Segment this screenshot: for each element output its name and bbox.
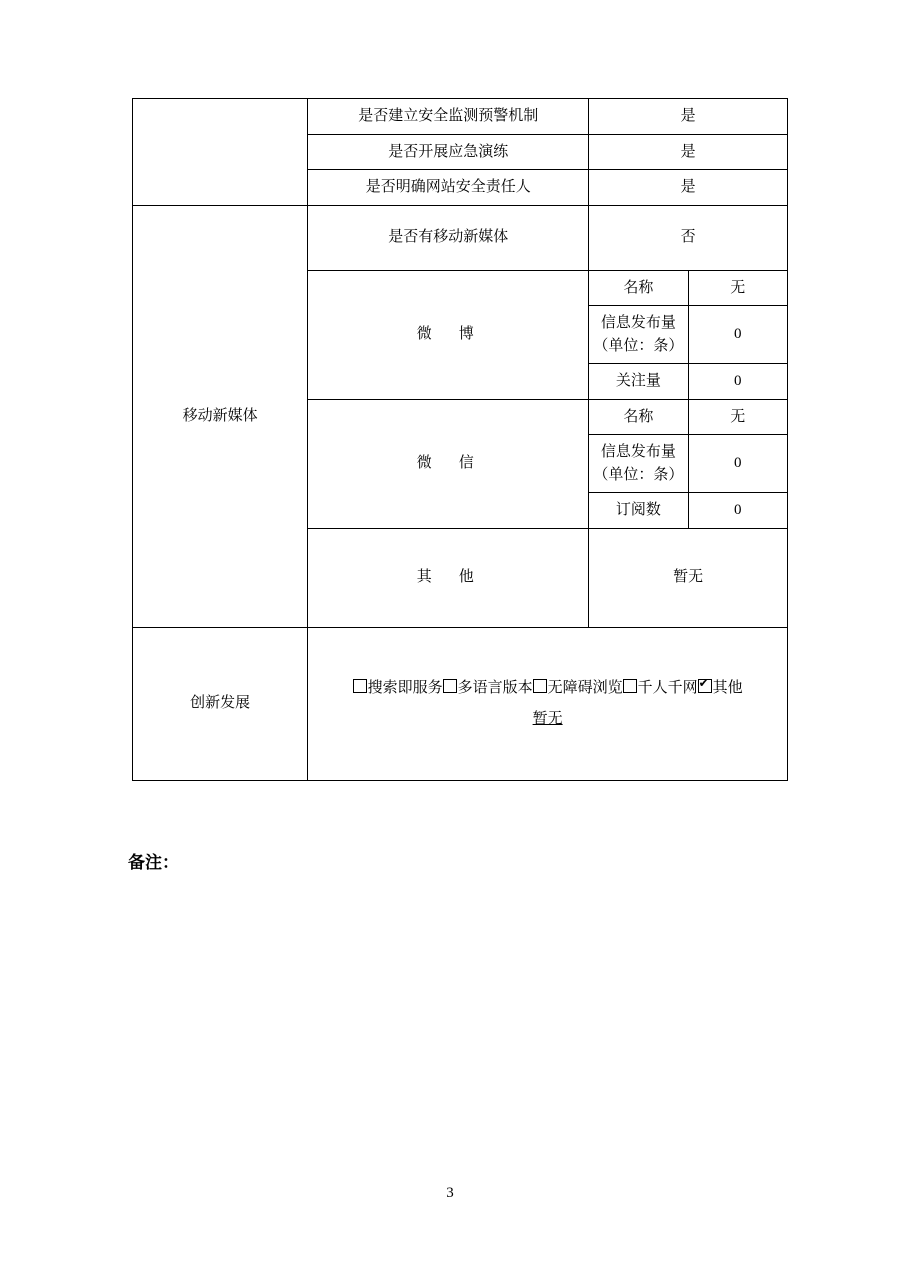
security-answer-2: 是 xyxy=(589,134,788,170)
weixin-item-name-2-line2: （单位：条） xyxy=(593,466,684,483)
innovation-option-label-3: 无障碍浏览 xyxy=(547,680,623,696)
weibo-label-text: 微 博 xyxy=(416,326,480,343)
table-row xyxy=(133,627,788,780)
weixin-item-name-1: 名称 xyxy=(589,399,688,435)
weixin-item-value-2: 0 xyxy=(688,435,787,493)
weixin-item-value-3: 0 xyxy=(688,493,787,529)
innovation-note: 暂无 xyxy=(532,710,563,727)
has-mobile-media-answer: 否 xyxy=(589,205,788,270)
weixin-item-name-3: 订阅数 xyxy=(589,493,688,529)
weibo-item-name-2-line2: （单位：条） xyxy=(593,337,684,354)
innovation-label: 创新发展 xyxy=(133,627,308,780)
innovation-options-cell xyxy=(308,627,788,780)
innovation-option-label-1: 搜索即服务 xyxy=(367,680,443,696)
security-question-2: 是否开展应急演练 xyxy=(308,134,589,170)
security-question-3: 是否明确网站安全责任人 xyxy=(308,170,589,206)
weibo-item-value-3: 0 xyxy=(688,364,787,400)
page-number: 3 xyxy=(446,1185,454,1201)
has-mobile-media-question: 是否有移动新媒体 xyxy=(308,205,589,270)
security-answer-1: 是 xyxy=(589,99,788,135)
table-row xyxy=(133,99,788,135)
remark-label: 备注： xyxy=(128,853,179,872)
innovation-note-line xyxy=(312,703,783,734)
checkbox-accessibility[interactable] xyxy=(533,679,547,693)
innovation-option-label-5: 其他 xyxy=(712,680,743,696)
innovation-options-line xyxy=(312,674,783,703)
checkbox-search-as-service[interactable] xyxy=(353,679,367,693)
weibo-item-value-2: 0 xyxy=(688,306,787,364)
weixin-item-name-2 xyxy=(589,435,688,493)
innovation-option-label-2: 多语言版本 xyxy=(457,680,533,696)
weixin-item-name-2-line1: 信息发布量 xyxy=(600,444,676,460)
other-media-value: 暂无 xyxy=(589,528,788,627)
weixin-item-value-1: 无 xyxy=(688,399,787,435)
checkbox-other[interactable] xyxy=(698,679,712,693)
checkbox-personalization[interactable] xyxy=(623,679,637,693)
weixin-label xyxy=(308,399,589,528)
weibo-item-value-1: 无 xyxy=(688,270,787,306)
weibo-item-name-2 xyxy=(589,306,688,364)
other-media-label xyxy=(308,528,589,627)
weibo-label xyxy=(308,270,589,399)
weibo-item-name-2-line1: 信息发布量 xyxy=(600,315,676,331)
security-question-1: 是否建立安全监测预警机制 xyxy=(308,99,589,135)
table-row xyxy=(133,205,788,270)
weibo-item-name-3: 关注量 xyxy=(589,364,688,400)
mobile-media-label: 移动新媒体 xyxy=(133,205,308,627)
other-media-label-text: 其 他 xyxy=(416,569,480,586)
security-section-label xyxy=(133,99,308,206)
checkbox-multilanguage[interactable] xyxy=(443,679,457,693)
security-answer-3: 是 xyxy=(589,170,788,206)
innovation-option-label-4: 千人千网 xyxy=(637,680,698,696)
report-table xyxy=(132,98,788,781)
weixin-label-text: 微 信 xyxy=(416,455,480,472)
weibo-item-name-1: 名称 xyxy=(589,270,688,306)
